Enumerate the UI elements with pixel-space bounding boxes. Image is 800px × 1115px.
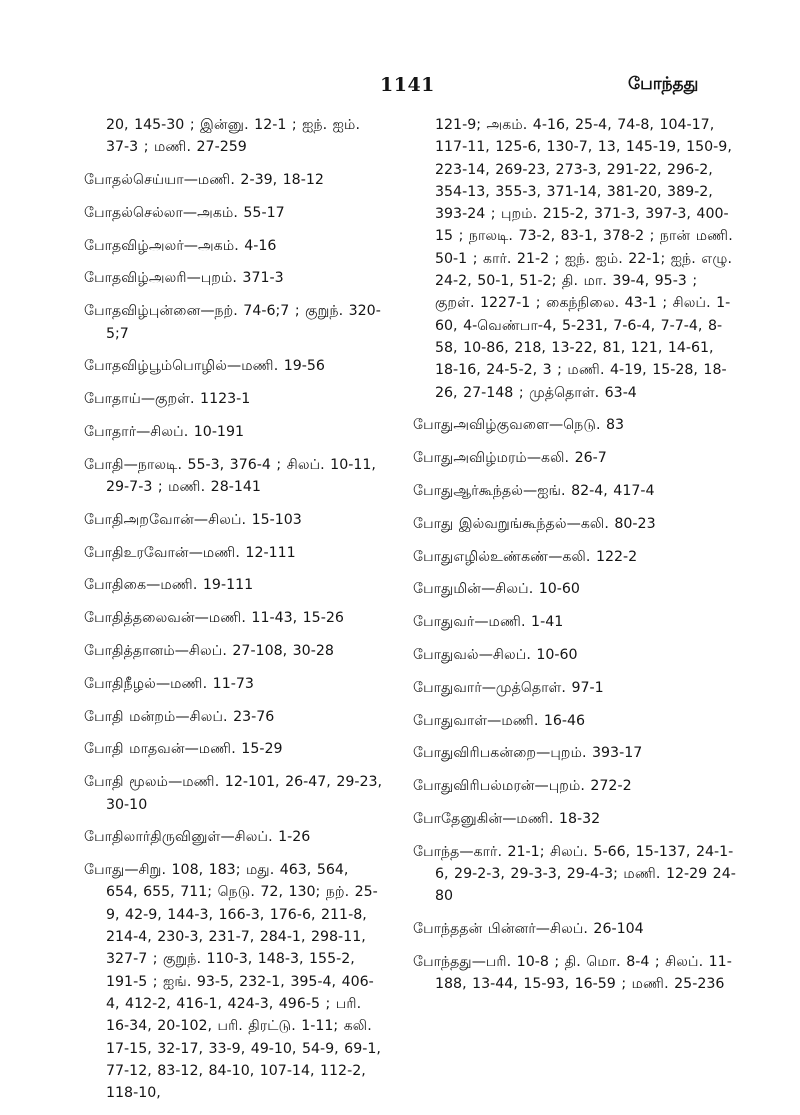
index-entry: போதுவல்—சிலப். 10-60: [413, 646, 578, 663]
index-entry: போதுவர்—மணி. 1-41: [413, 614, 564, 631]
index-entry: போந்தது—பரி. 10-8 ; தி. மொ. 8-4 ; சிலப். 11-188, 13-44, 15-93, 16-59 ; மணி. 25-236: [413, 953, 732, 993]
index-entry: போதி—நாலடி. 55-3, 376-4 ; சிலப். 10-11, 29-7-3 ; மணி. 28-141: [84, 456, 376, 496]
index-entry: 121-9; அகம். 4-16, 25-4, 74-8, 104-17, 117-11, 125-6, 130-7, 13, 145-19, 150-9, 223-14, 269-23, 273-3, 291-22, 296-2, 354-13, 355-3, 371-14, 381-20, 389-2, 393-24 ; புறம். 215-2, 371-3, 397-3, 400-15 ; நாலடி. 73-2, 83-1, 378-2 ; நான் மணி. 50-1 ; கார். 21-2 ; ஐந். ஐம். 22-1; ஐந். எழு. 24-2, 50-1, 51-2; தி. மா. 39-4, 95-3 ; குறள். 1227-1 ; கைந்நிலை. 43-1 ; சிலப். 1-60, 4-வெண்பா-4, 5-231, 7-6-4, 7-7-4, 8-58, 10-86, 218, 13-22, 81, 121, 14-61, 18-16, 24-5-2, 3 ; மணி. 4-19, 15-28, 18-26, 27-148 ; முத்தொள். 63-4: [435, 117, 733, 401]
index-entry: போதவிழ்பூம்பொழில்—மணி. 19-56: [84, 358, 325, 375]
running-head: போந்தது: [628, 74, 699, 94]
index-entry: போது இல்வறுங்கூந்தல்—கலி. 80-23: [413, 515, 656, 532]
index-entry: போதுஅவிழ்மரம்—கலி. 26-7: [413, 450, 607, 467]
index-entry: போதுஎழில்உண்கண்—கலி. 122-2: [413, 548, 638, 565]
index-entry: போதிஅறவோன்—சிலப். 15-103: [84, 511, 302, 528]
index-entry: போதேனுகின்—மணி. 18-32: [413, 810, 601, 827]
index-entry: போந்த—கார். 21-1; சிலப். 5-66, 15-137, 24-1-6, 29-2-3, 29-3-3, 29-4-3; மணி. 12-29 24-80: [413, 843, 736, 905]
index-entry: போதித்தலைவன்—மணி. 11-43, 15-26: [84, 610, 344, 627]
index-entry: போதிலார்திருவினுள்—சிலப். 1-26: [84, 829, 311, 846]
index-entry: போதிகை—மணி. 19-111: [84, 577, 254, 594]
index-entry: போதி மூலம்—மணி. 12-101, 26-47, 29-23, 30-10: [84, 774, 383, 813]
left-column: [84, 114, 384, 1115]
index-entry: போந்ததன் பின்னர்—சிலப். 26-104: [413, 921, 644, 938]
index-entry: போது—சிறு. 108, 183; மது. 463, 564, 654, 655, 711; நெடு. 72, 130; நற். 25-9, 42-9, 144-3, 166-3, 176-6, 211-8, 214-4, 230-3, 231-7, 284-1, 298-11, 327-7 ; குறுந். 110-3, 148-3, 155-2, 191-5 ; ஐங். 93-5, 232-1, 395-4, 406-4, 412-2, 416-1, 424-3, 496-5 ; பரி. 16-34, 20-102, பரி. திரட்டு. 1-11; கலி. 17-15, 32-17, 33-9, 49-10, 54-9, 69-1, 77-12, 83-12, 84-10, 107-14, 112-2, 118-10,: [84, 862, 381, 1102]
right-column: [413, 114, 741, 1006]
index-entry: போதார்—சிலப். 10-191: [84, 423, 245, 440]
index-entry: போதுவிரிபகன்றை—புறம். 393-17: [413, 745, 643, 762]
index-entry: போதுஆர்கூந்தல்—ஐங். 82-4, 417-4: [413, 482, 655, 499]
index-entry: போதித்தானம்—சிலப். 27-108, 30-28: [84, 643, 334, 660]
index-entry: போதுவிரிபல்மரன்—புறம். 272-2: [413, 778, 632, 795]
index-entry: போதவிழ்அலரி—புறம். 371-3: [84, 270, 284, 287]
index-entry: போதுவார்—முத்தொள். 97-1: [413, 679, 604, 696]
index-entry: 20, 145-30 ; இன்னு. 12-1 ; ஐந். ஐம். 37-3 ; மணி. 27-259: [106, 117, 360, 156]
index-entry: போதாய்—குறள். 1123-1: [84, 391, 251, 408]
page-number: 1141: [380, 74, 435, 96]
index-entry: போதல்செல்லா—அகம். 55-17: [84, 204, 285, 221]
index-entry: போதிஉரவோன்—மணி. 12-111: [84, 544, 296, 561]
index-entry: போதி மன்றம்—சிலப். 23-76: [84, 708, 275, 725]
index-entry: போதல்செய்யா—மணி. 2-39, 18-12: [84, 172, 324, 189]
index-entry: போதுஅவிழ்குவளை—நெடு. 83: [413, 417, 625, 434]
index-entry: போதவிழ்அலர்—அகம். 4-16: [84, 237, 277, 254]
index-entry: போதுமின்—சிலப். 10-60: [413, 581, 580, 598]
index-entry: போதி மாதவன்—மணி. 15-29: [84, 741, 283, 758]
index-entry: போதுவாள்—மணி. 16-46: [413, 712, 586, 729]
index-entry: போதிநீழல்—மணி. 11-73: [84, 675, 254, 692]
index-entry: போதவிழ்புன்னை—நற். 74-6;7 ; குறுந். 320-5;7: [84, 303, 381, 342]
